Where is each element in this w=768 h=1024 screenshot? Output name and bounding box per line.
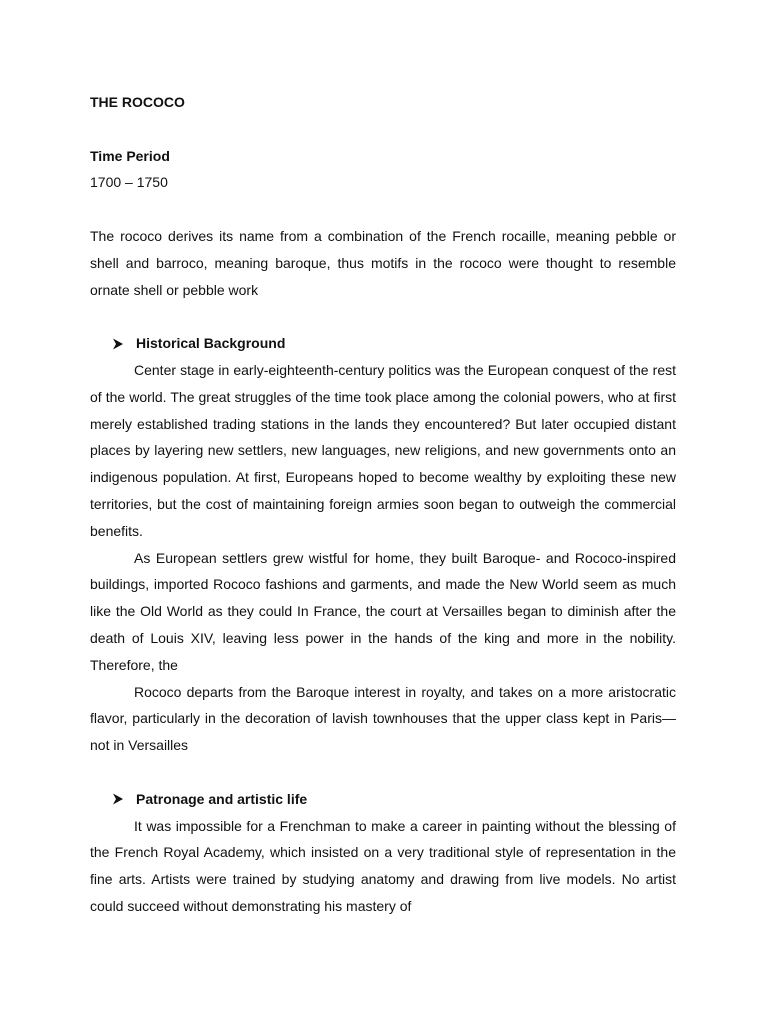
section-heading-label: Historical Background	[136, 335, 286, 352]
intro-paragraph: The rococo derives its name from a combination of the French rocaille, meaning pebble or shell and barroco, meaning baroque, thus motifs in the rococo were thought to resemble ornate shell or pebble work	[90, 227, 676, 298]
time-period-label: Time Period	[90, 147, 170, 164]
time-period-value: 1700 – 1750	[90, 174, 168, 191]
arrowhead-bullet-icon	[112, 330, 126, 357]
body-paragraph: As European settlers grew wistful for home, they built Baroque- and Rococo-inspired buildings, imported Rococo fashions and garments, and made the New World seem as much like the Old World as they could In France, the court at Versailles began to diminish after the death of Louis XIV, leaving less power in the hands of the king and more in the nobility. Therefore, the	[90, 549, 676, 673]
section-heading-historical-background	[90, 330, 676, 357]
body-paragraph: It was impossible for a Frenchman to make a career in painting without the blessing of the French Royal Academy, which insisted on a very traditional style of representation in the fine arts. Artists were trained by studying anatomy and drawing from live models. No artist could succeed without demonstrating his mastery of	[90, 817, 676, 914]
body-paragraph: Rococo departs from the Baroque interest in royalty, and takes on a more aristocratic flavor, particularly in the decoration of lavish townhouses that the upper class kept in Paris—not in Versailles	[90, 683, 676, 754]
document-page	[90, 89, 676, 920]
section-heading-label: Patronage and artistic life	[136, 790, 308, 807]
section-heading-patronage	[90, 786, 676, 813]
document-title: THE ROCOCO	[90, 94, 185, 110]
arrowhead-bullet-icon	[112, 786, 126, 813]
body-paragraph: Center stage in early-eighteenth-century politics was the European conquest of the rest of the world. The great struggles of the time took place among the colonial powers, who at first merely established trading stations in the lands they encountered? But later occupied distant places by layering new settlers, new languages, new religions, and new governments onto an indigenous population. At first, Europeans hoped to become wealthy by exploiting these new territories, but the cost of maintaining foreign armies soon began to outweigh the commercial benefits.	[90, 361, 676, 539]
